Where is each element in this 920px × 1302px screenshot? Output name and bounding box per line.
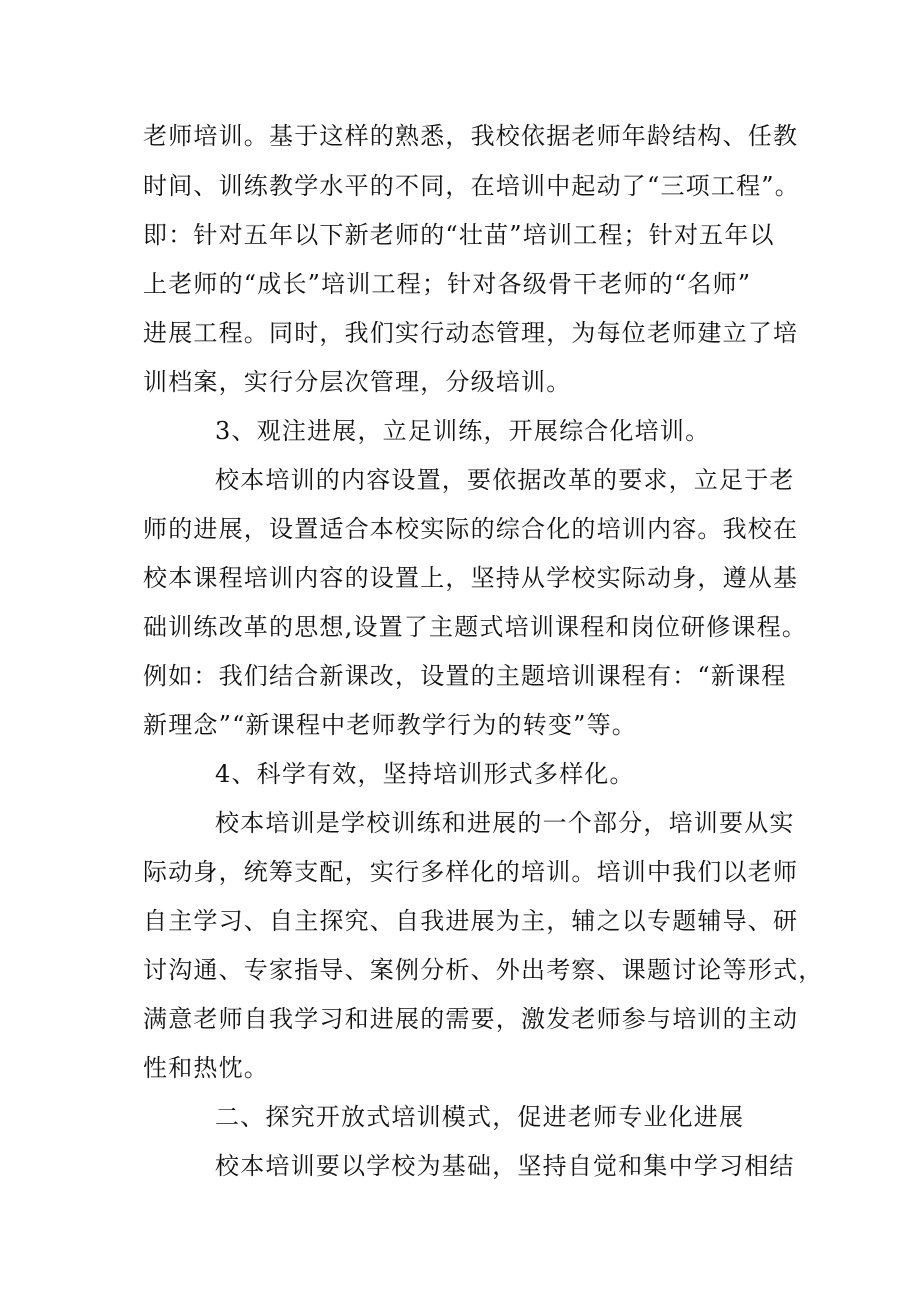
text-line: 校本培训要以学校为基础，坚持自觉和集中学习相结 [215, 1152, 795, 1180]
text-line: 础训练改革的思想,设置了主题式培训课程和岗位研修课程。 [143, 613, 808, 641]
text-line: 老师培训。基于这样的熟悉，我校依据老师年龄结构、任教 [143, 122, 799, 150]
text-line: 校本培训是学校训练和进展的一个部分，培训要从实 [215, 809, 795, 837]
text-line: 讨沟通、专家指导、案例分析、外出考察、课题讨论等形式， [143, 956, 824, 984]
text-line: 自主学习、自主探究、自我进展为主，辅之以专题辅导、研 [143, 907, 799, 935]
section-heading: 3、观注进展，立足训练，开展综合化培训。 [215, 417, 711, 445]
text-line: 际动身，统筹支配，实行多样化的培训。培训中我们以老师 [143, 858, 799, 886]
text-line: 训档案，实行分层次管理，分级培训。 [143, 368, 572, 396]
text-line: 校本课程培训内容的设置上，坚持从学校实际动身，遵从基 [143, 564, 799, 592]
text-line: 校本培训的内容设置，要依据改革的要求，立足于老 [215, 466, 795, 494]
text-line: 师的进展，设置适合本校实际的综合化的培训内容。我校在 [143, 515, 799, 543]
text-line: 进展工程。同时，我们实行动态管理，为每位老师建立了培 [143, 319, 799, 347]
text-line: 上老师的“成长”培训工程；针对各级骨干老师的“名师” [143, 270, 752, 298]
section-heading: 4、科学有效，坚持培训形式多样化。 [215, 760, 635, 788]
text-line: 新理念”“新课程中老师教学行为的转变”等。 [143, 711, 638, 739]
text-line: 性和热忱。 [143, 1054, 269, 1082]
text-line: 满意老师自我学习和进展的需要，激发老师参与培训的主动 [143, 1005, 799, 1033]
text-line: 时间、训练教学水平的不同，在培训中起动了“三项工程”。 [143, 172, 800, 200]
section-heading: 二、探究开放式培训模式，促进老师专业化进展 [215, 1103, 745, 1131]
text-line: 例如：我们结合新课改，设置的主题培训课程有：“新课程 [143, 662, 787, 690]
text-line: 即：针对五年以下新老师的“壮苗”培训工程；针对五年以 [143, 221, 775, 249]
